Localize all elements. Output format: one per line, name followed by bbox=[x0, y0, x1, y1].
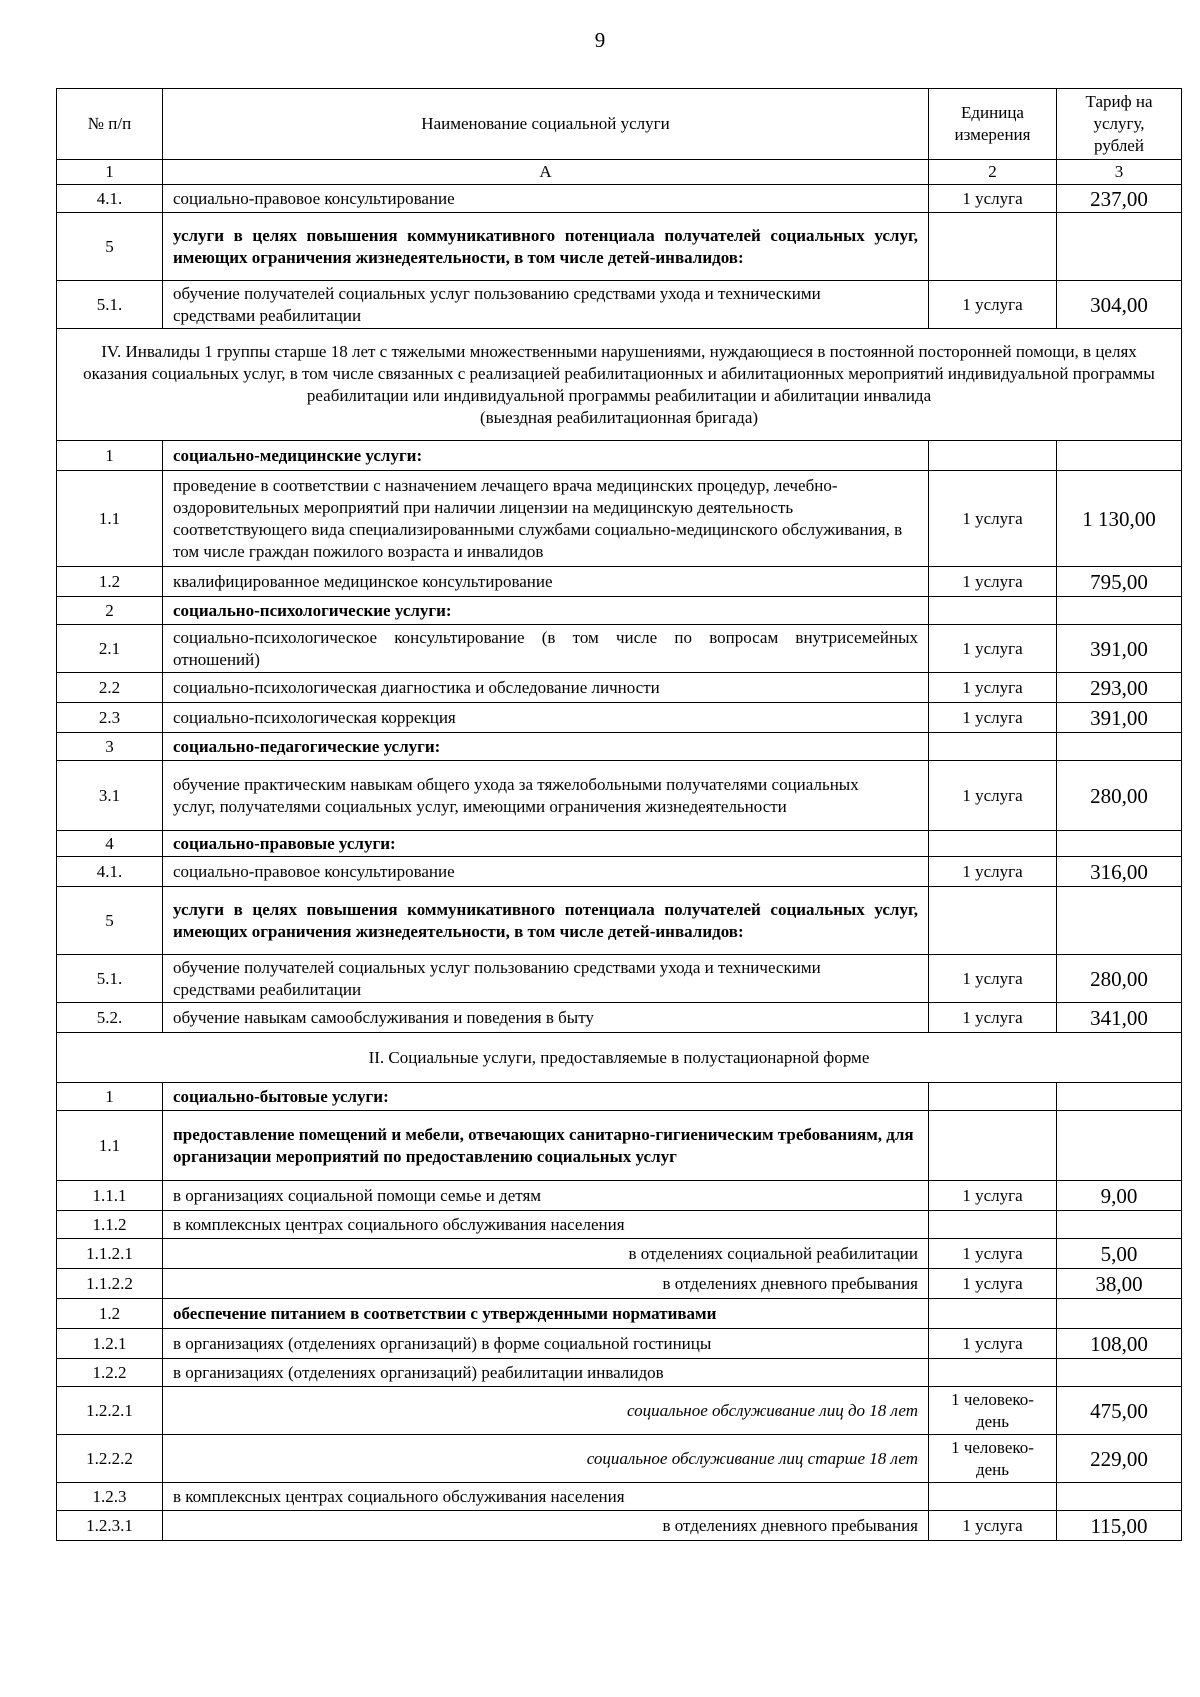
row-unit: 1 услуга bbox=[929, 761, 1057, 831]
row-name: обучение получателей социальных услуг пользованию средствами ухода и техническими средствами реабилитации bbox=[163, 955, 929, 1003]
row-name: в организациях (отделениях организаций) реабилитации инвалидов bbox=[163, 1359, 929, 1387]
table-row bbox=[57, 703, 1182, 733]
row-num: 1.1.2 bbox=[57, 1211, 163, 1239]
row-unit: 1 услуга bbox=[929, 673, 1057, 703]
row-unit: 1 услуга bbox=[929, 625, 1057, 673]
row-num: 1.2.2 bbox=[57, 1359, 163, 1387]
row-name: обучение практическим навыкам общего ухода за тяжелобольными получателями социальных услуг, получателями социальных услуг, имеющими ограничения жизнедеятельности bbox=[163, 761, 929, 831]
row-unit: 1 услуга bbox=[929, 471, 1057, 567]
row-name: социально-правовое консультирование bbox=[163, 857, 929, 887]
row-num: 1.2 bbox=[57, 567, 163, 597]
table-row bbox=[57, 1387, 1182, 1435]
row-tariff: 280,00 bbox=[1057, 955, 1182, 1003]
row-num: 5.1. bbox=[57, 955, 163, 1003]
row-name: обучение получателей социальных услуг пользованию средствами ухода и техническими средствами реабилитации bbox=[163, 281, 929, 329]
table-row bbox=[57, 185, 1182, 213]
row-unit: 1 услуга bbox=[929, 857, 1057, 887]
table-row bbox=[57, 1269, 1182, 1299]
row-tariff: 391,00 bbox=[1057, 703, 1182, 733]
row-num: 1.1.1 bbox=[57, 1181, 163, 1211]
row-unit: 1 услуга bbox=[929, 1329, 1057, 1359]
row-tariff: 341,00 bbox=[1057, 1003, 1182, 1033]
row-name: социально-психологическое консультирование (в том числе по вопросам внутрисемейных отношений) bbox=[163, 625, 929, 673]
table-header-row bbox=[57, 89, 1182, 160]
row-unit: 1 услуга bbox=[929, 1003, 1057, 1033]
row-name: квалифицированное медицинское консультирование bbox=[163, 567, 929, 597]
row-name: социально-медицинские услуги: bbox=[163, 441, 929, 471]
row-num: 2.1 bbox=[57, 625, 163, 673]
row-num: 2.3 bbox=[57, 703, 163, 733]
table-row bbox=[57, 567, 1182, 597]
row-tariff bbox=[1057, 1083, 1182, 1111]
row-num: 5 bbox=[57, 887, 163, 955]
page-number: 9 bbox=[594, 28, 606, 52]
header-tariff: Тариф на услугу, рублей bbox=[1057, 89, 1182, 160]
row-unit bbox=[929, 1083, 1057, 1111]
row-unit: 1 услуга bbox=[929, 955, 1057, 1003]
row-name: социально-правовое консультирование bbox=[163, 185, 929, 213]
row-num: 2 bbox=[57, 597, 163, 625]
row-unit bbox=[929, 213, 1057, 281]
row-unit: 1 услуга bbox=[929, 1269, 1057, 1299]
row-num: 1.2 bbox=[57, 1299, 163, 1329]
row-tariff: 1 130,00 bbox=[1057, 471, 1182, 567]
row-tariff: 475,00 bbox=[1057, 1387, 1182, 1435]
row-unit bbox=[929, 831, 1057, 857]
row-num: 1.2.1 bbox=[57, 1329, 163, 1359]
row-tariff: 229,00 bbox=[1057, 1435, 1182, 1483]
row-num: 4.1. bbox=[57, 857, 163, 887]
table-row bbox=[57, 1359, 1182, 1387]
table-row bbox=[57, 1181, 1182, 1211]
table-row bbox=[57, 955, 1182, 1003]
row-name: в комплексных центрах социального обслуживания населения bbox=[163, 1211, 929, 1239]
table-row bbox=[57, 1003, 1182, 1033]
table-row bbox=[57, 625, 1182, 673]
row-name: социальное обслуживание лиц старше 18 лет bbox=[163, 1435, 929, 1483]
table-row bbox=[57, 597, 1182, 625]
row-unit bbox=[929, 1483, 1057, 1511]
row-num: 1.1.2.1 bbox=[57, 1239, 163, 1269]
table-row bbox=[57, 1299, 1182, 1329]
row-tariff: 293,00 bbox=[1057, 673, 1182, 703]
table-row bbox=[57, 831, 1182, 857]
tariff-table bbox=[56, 88, 1182, 1541]
row-name: в организациях (отделениях организаций) в форме социальной гостиницы bbox=[163, 1329, 929, 1359]
table-row bbox=[57, 281, 1182, 329]
row-tariff: 316,00 bbox=[1057, 857, 1182, 887]
row-tariff bbox=[1057, 597, 1182, 625]
table-row bbox=[57, 471, 1182, 567]
row-name: предоставление помещений и мебели, отвечающих санитарно-гигиеническим требованиям, для организации мероприятий по предоставлению социальных услуг bbox=[163, 1111, 929, 1181]
row-tariff: 9,00 bbox=[1057, 1181, 1182, 1211]
table-row bbox=[57, 213, 1182, 281]
row-num: 5.2. bbox=[57, 1003, 163, 1033]
column-index-row bbox=[57, 160, 1182, 185]
row-tariff bbox=[1057, 733, 1182, 761]
row-name: социально-психологические услуги: bbox=[163, 597, 929, 625]
row-name: в отделениях дневного пребывания bbox=[163, 1511, 929, 1541]
row-tariff bbox=[1057, 887, 1182, 955]
table-row bbox=[57, 673, 1182, 703]
row-tariff: 5,00 bbox=[1057, 1239, 1182, 1269]
row-unit bbox=[929, 1111, 1057, 1181]
row-unit bbox=[929, 597, 1057, 625]
row-name: услуги в целях повышения коммуникативного потенциала получателей социальных услуг, имеющих ограничения жизнедеятельности, в том числе детей-инвалидов: bbox=[163, 887, 929, 955]
index-num: 1 bbox=[57, 160, 163, 185]
row-num: 2.2 bbox=[57, 673, 163, 703]
row-tariff bbox=[1057, 1299, 1182, 1329]
row-name: в комплексных центрах социального обслуживания населения bbox=[163, 1483, 929, 1511]
table-row bbox=[57, 1239, 1182, 1269]
table-row bbox=[57, 1329, 1182, 1359]
row-tariff: 108,00 bbox=[1057, 1329, 1182, 1359]
row-tariff: 237,00 bbox=[1057, 185, 1182, 213]
row-unit bbox=[929, 1359, 1057, 1387]
row-num: 1.1 bbox=[57, 1111, 163, 1181]
row-unit: 1 человеко-день bbox=[929, 1435, 1057, 1483]
row-unit bbox=[929, 1299, 1057, 1329]
row-num: 1.2.3 bbox=[57, 1483, 163, 1511]
section-title: II. Социальные услуги, предоставляемые в полустационарной форме bbox=[57, 1033, 1182, 1083]
row-tariff bbox=[1057, 1359, 1182, 1387]
row-unit: 1 услуга bbox=[929, 1511, 1057, 1541]
row-name: в организациях социальной помощи семье и детям bbox=[163, 1181, 929, 1211]
row-name: социально-правовые услуги: bbox=[163, 831, 929, 857]
header-num: № п/п bbox=[57, 89, 163, 160]
row-unit: 1 услуга bbox=[929, 1239, 1057, 1269]
row-tariff: 115,00 bbox=[1057, 1511, 1182, 1541]
section-title bbox=[57, 329, 1182, 441]
row-unit: 1 услуга bbox=[929, 185, 1057, 213]
section-subtitle: (выездная реабилитационная бригада) bbox=[479, 407, 759, 427]
row-num: 1 bbox=[57, 1083, 163, 1111]
table-row bbox=[57, 1111, 1182, 1181]
table-row bbox=[57, 441, 1182, 471]
row-num: 1.2.2.2 bbox=[57, 1435, 163, 1483]
header-unit: Единица измерения bbox=[929, 89, 1057, 160]
table-row bbox=[57, 1483, 1182, 1511]
row-name: услуги в целях повышения коммуникативного потенциала получателей социальных услуг, имеющих ограничения жизнедеятельности, в том числе детей-инвалидов: bbox=[163, 213, 929, 281]
table-row bbox=[57, 733, 1182, 761]
row-name: обучение навыкам самообслуживания и поведения в быту bbox=[163, 1003, 929, 1033]
row-num: 5.1. bbox=[57, 281, 163, 329]
row-tariff bbox=[1057, 1211, 1182, 1239]
row-tariff bbox=[1057, 1483, 1182, 1511]
row-name: обеспечение питанием в соответствии с утвержденными нормативами bbox=[163, 1299, 929, 1329]
section-row bbox=[57, 1033, 1182, 1083]
row-name: социально-психологическая диагностика и обследование личности bbox=[163, 673, 929, 703]
row-unit: 1 услуга bbox=[929, 281, 1057, 329]
row-unit: 1 человеко-день bbox=[929, 1387, 1057, 1435]
row-unit bbox=[929, 1211, 1057, 1239]
section-title-text: IV. Инвалиды 1 группы старше 18 лет с тяжелыми множественными нарушениями, нуждающиеся в постоянной посторонней помощи, в целях оказания социальных услуг, в том числе связанных с реализацией реабилитационных и абилитационных мероприятий индивидуальной программы реабилитации или индивидуальной программы реабилитации и абилитации инвалида bbox=[83, 341, 1155, 405]
table-row bbox=[57, 1083, 1182, 1111]
row-unit: 1 услуга bbox=[929, 1181, 1057, 1211]
row-name: в отделениях дневного пребывания bbox=[163, 1269, 929, 1299]
table-row bbox=[57, 857, 1182, 887]
row-num: 1.1.2.2 bbox=[57, 1269, 163, 1299]
row-num: 3.1 bbox=[57, 761, 163, 831]
row-unit bbox=[929, 887, 1057, 955]
row-tariff: 280,00 bbox=[1057, 761, 1182, 831]
header-name: Наименование социальной услуги bbox=[163, 89, 929, 160]
row-num: 3 bbox=[57, 733, 163, 761]
row-tariff: 795,00 bbox=[1057, 567, 1182, 597]
row-tariff bbox=[1057, 1111, 1182, 1181]
row-num: 4 bbox=[57, 831, 163, 857]
table-row bbox=[57, 887, 1182, 955]
row-tariff bbox=[1057, 831, 1182, 857]
row-num: 1.1 bbox=[57, 471, 163, 567]
index-unit: 2 bbox=[929, 160, 1057, 185]
row-tariff: 38,00 bbox=[1057, 1269, 1182, 1299]
table-row bbox=[57, 1511, 1182, 1541]
row-tariff: 391,00 bbox=[1057, 625, 1182, 673]
row-num: 4.1. bbox=[57, 185, 163, 213]
table-row bbox=[57, 1435, 1182, 1483]
index-name: А bbox=[163, 160, 929, 185]
row-name: социально-педагогические услуги: bbox=[163, 733, 929, 761]
row-num: 1 bbox=[57, 441, 163, 471]
row-tariff bbox=[1057, 213, 1182, 281]
row-num: 1.2.2.1 bbox=[57, 1387, 163, 1435]
row-name: проведение в соответствии с назначением лечащего врача медицинских процедур, лечебно-оздоровительных мероприятий при наличии лицензии на медицинскую деятельность соответствующего вида специализированными службами социально-медицинского обслуживания, в том числе граждан пожилого возраста и инвалидов bbox=[163, 471, 929, 567]
row-name: в отделениях социальной реабилитации bbox=[163, 1239, 929, 1269]
row-name: социальное обслуживание лиц до 18 лет bbox=[163, 1387, 929, 1435]
row-name: социально-психологическая коррекция bbox=[163, 703, 929, 733]
row-num: 5 bbox=[57, 213, 163, 281]
row-unit: 1 услуга bbox=[929, 703, 1057, 733]
row-name: социально-бытовые услуги: bbox=[163, 1083, 929, 1111]
row-tariff bbox=[1057, 441, 1182, 471]
row-unit bbox=[929, 733, 1057, 761]
index-tariff: 3 bbox=[1057, 160, 1182, 185]
row-unit bbox=[929, 441, 1057, 471]
table-row bbox=[57, 761, 1182, 831]
row-num: 1.2.3.1 bbox=[57, 1511, 163, 1541]
row-tariff: 304,00 bbox=[1057, 281, 1182, 329]
section-row bbox=[57, 329, 1182, 441]
table-row bbox=[57, 1211, 1182, 1239]
row-unit: 1 услуга bbox=[929, 567, 1057, 597]
